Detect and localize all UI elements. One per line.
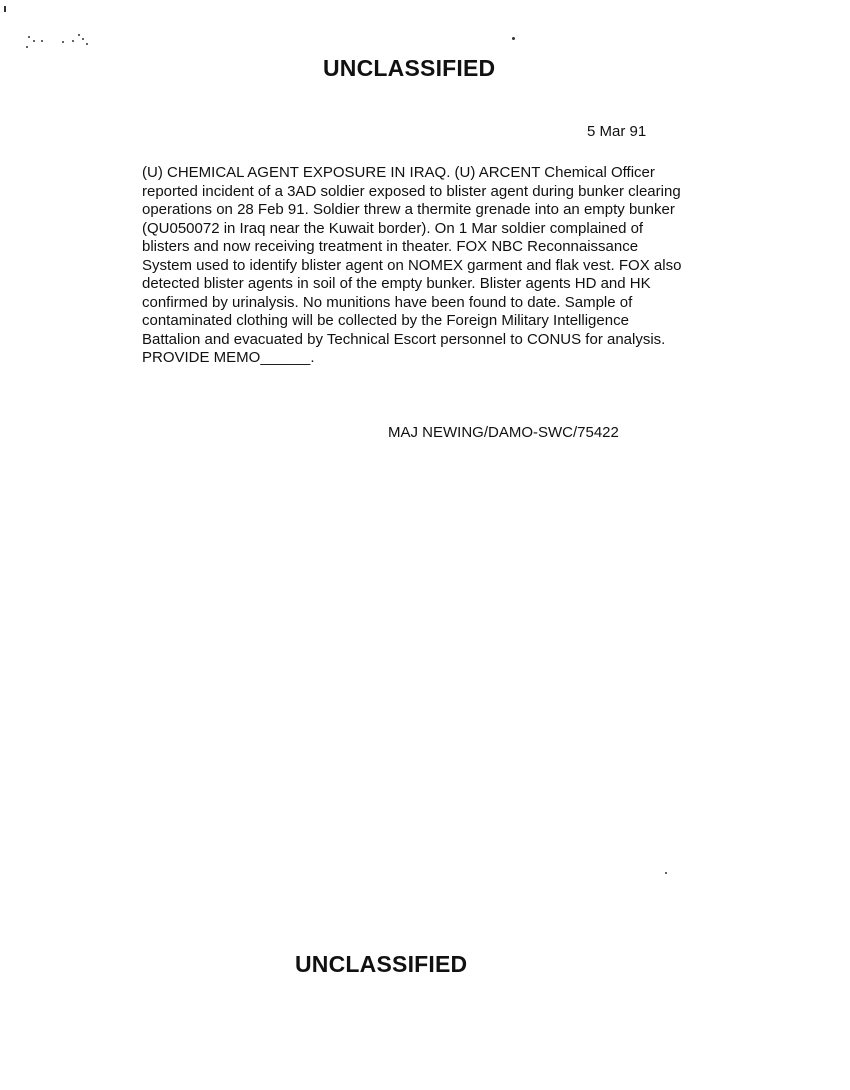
memo-body-line: operations on 28 Feb 91. Soldier threw a thermite grenade into an empty bunker — [142, 201, 675, 218]
memo-body-line: PROVIDE MEMO______. — [142, 349, 315, 366]
scan-speck — [78, 34, 80, 36]
memo-body-line: confirmed by urinalysis. No munitions have been found to date. Sample of — [142, 293, 633, 311]
memo-body-line: blisters and now receiving treatment in theater. FOX NBC Reconnaissance — [142, 238, 639, 255]
scan-speck — [33, 40, 35, 42]
memo-body-line: Battalion and evacuated by Technical Escort personnel to CONUS for analysis. — [142, 330, 666, 348]
scan-speck — [512, 37, 515, 40]
memo-body-line: contaminated clothing will be collected by the Foreign Military Intelligence — [142, 312, 629, 329]
memo-body-line: detected blister agents in soil of the empty bunker. Blister agents HD and HK — [142, 275, 651, 292]
memo-body — [142, 164, 742, 368]
scan-speck — [86, 43, 88, 45]
memo-body-line: reported incident of a 3AD soldier exposed to blister agent during bunker clearing — [142, 182, 681, 200]
scan-speck — [72, 40, 74, 42]
classification-footer: UNCLASSIFIED — [295, 951, 468, 977]
scan-speck — [665, 872, 667, 874]
classification-header: UNCLASSIFIED — [323, 55, 496, 81]
memo-signature: MAJ NEWING/DAMO-SWC/75422 — [388, 424, 619, 441]
memo-body-line: (U) CHEMICAL AGENT EXPOSURE IN IRAQ. (U) ARCENT Chemical Officer — [142, 164, 655, 181]
scan-speck — [82, 38, 84, 40]
memo-date: 5 Mar 91 — [587, 123, 647, 140]
memo-body-line: (QU050072 in Iraq near the Kuwait border). On 1 Mar soldier complained of — [142, 219, 644, 237]
scan-edge-mark — [4, 6, 6, 12]
scan-speck — [62, 41, 64, 43]
memo-body-line: System used to identify blister agent on NOMEX garment and flak vest. FOX also — [142, 256, 682, 274]
scan-speck — [26, 46, 28, 48]
scan-speck — [41, 40, 43, 42]
scan-speck — [28, 36, 30, 38]
